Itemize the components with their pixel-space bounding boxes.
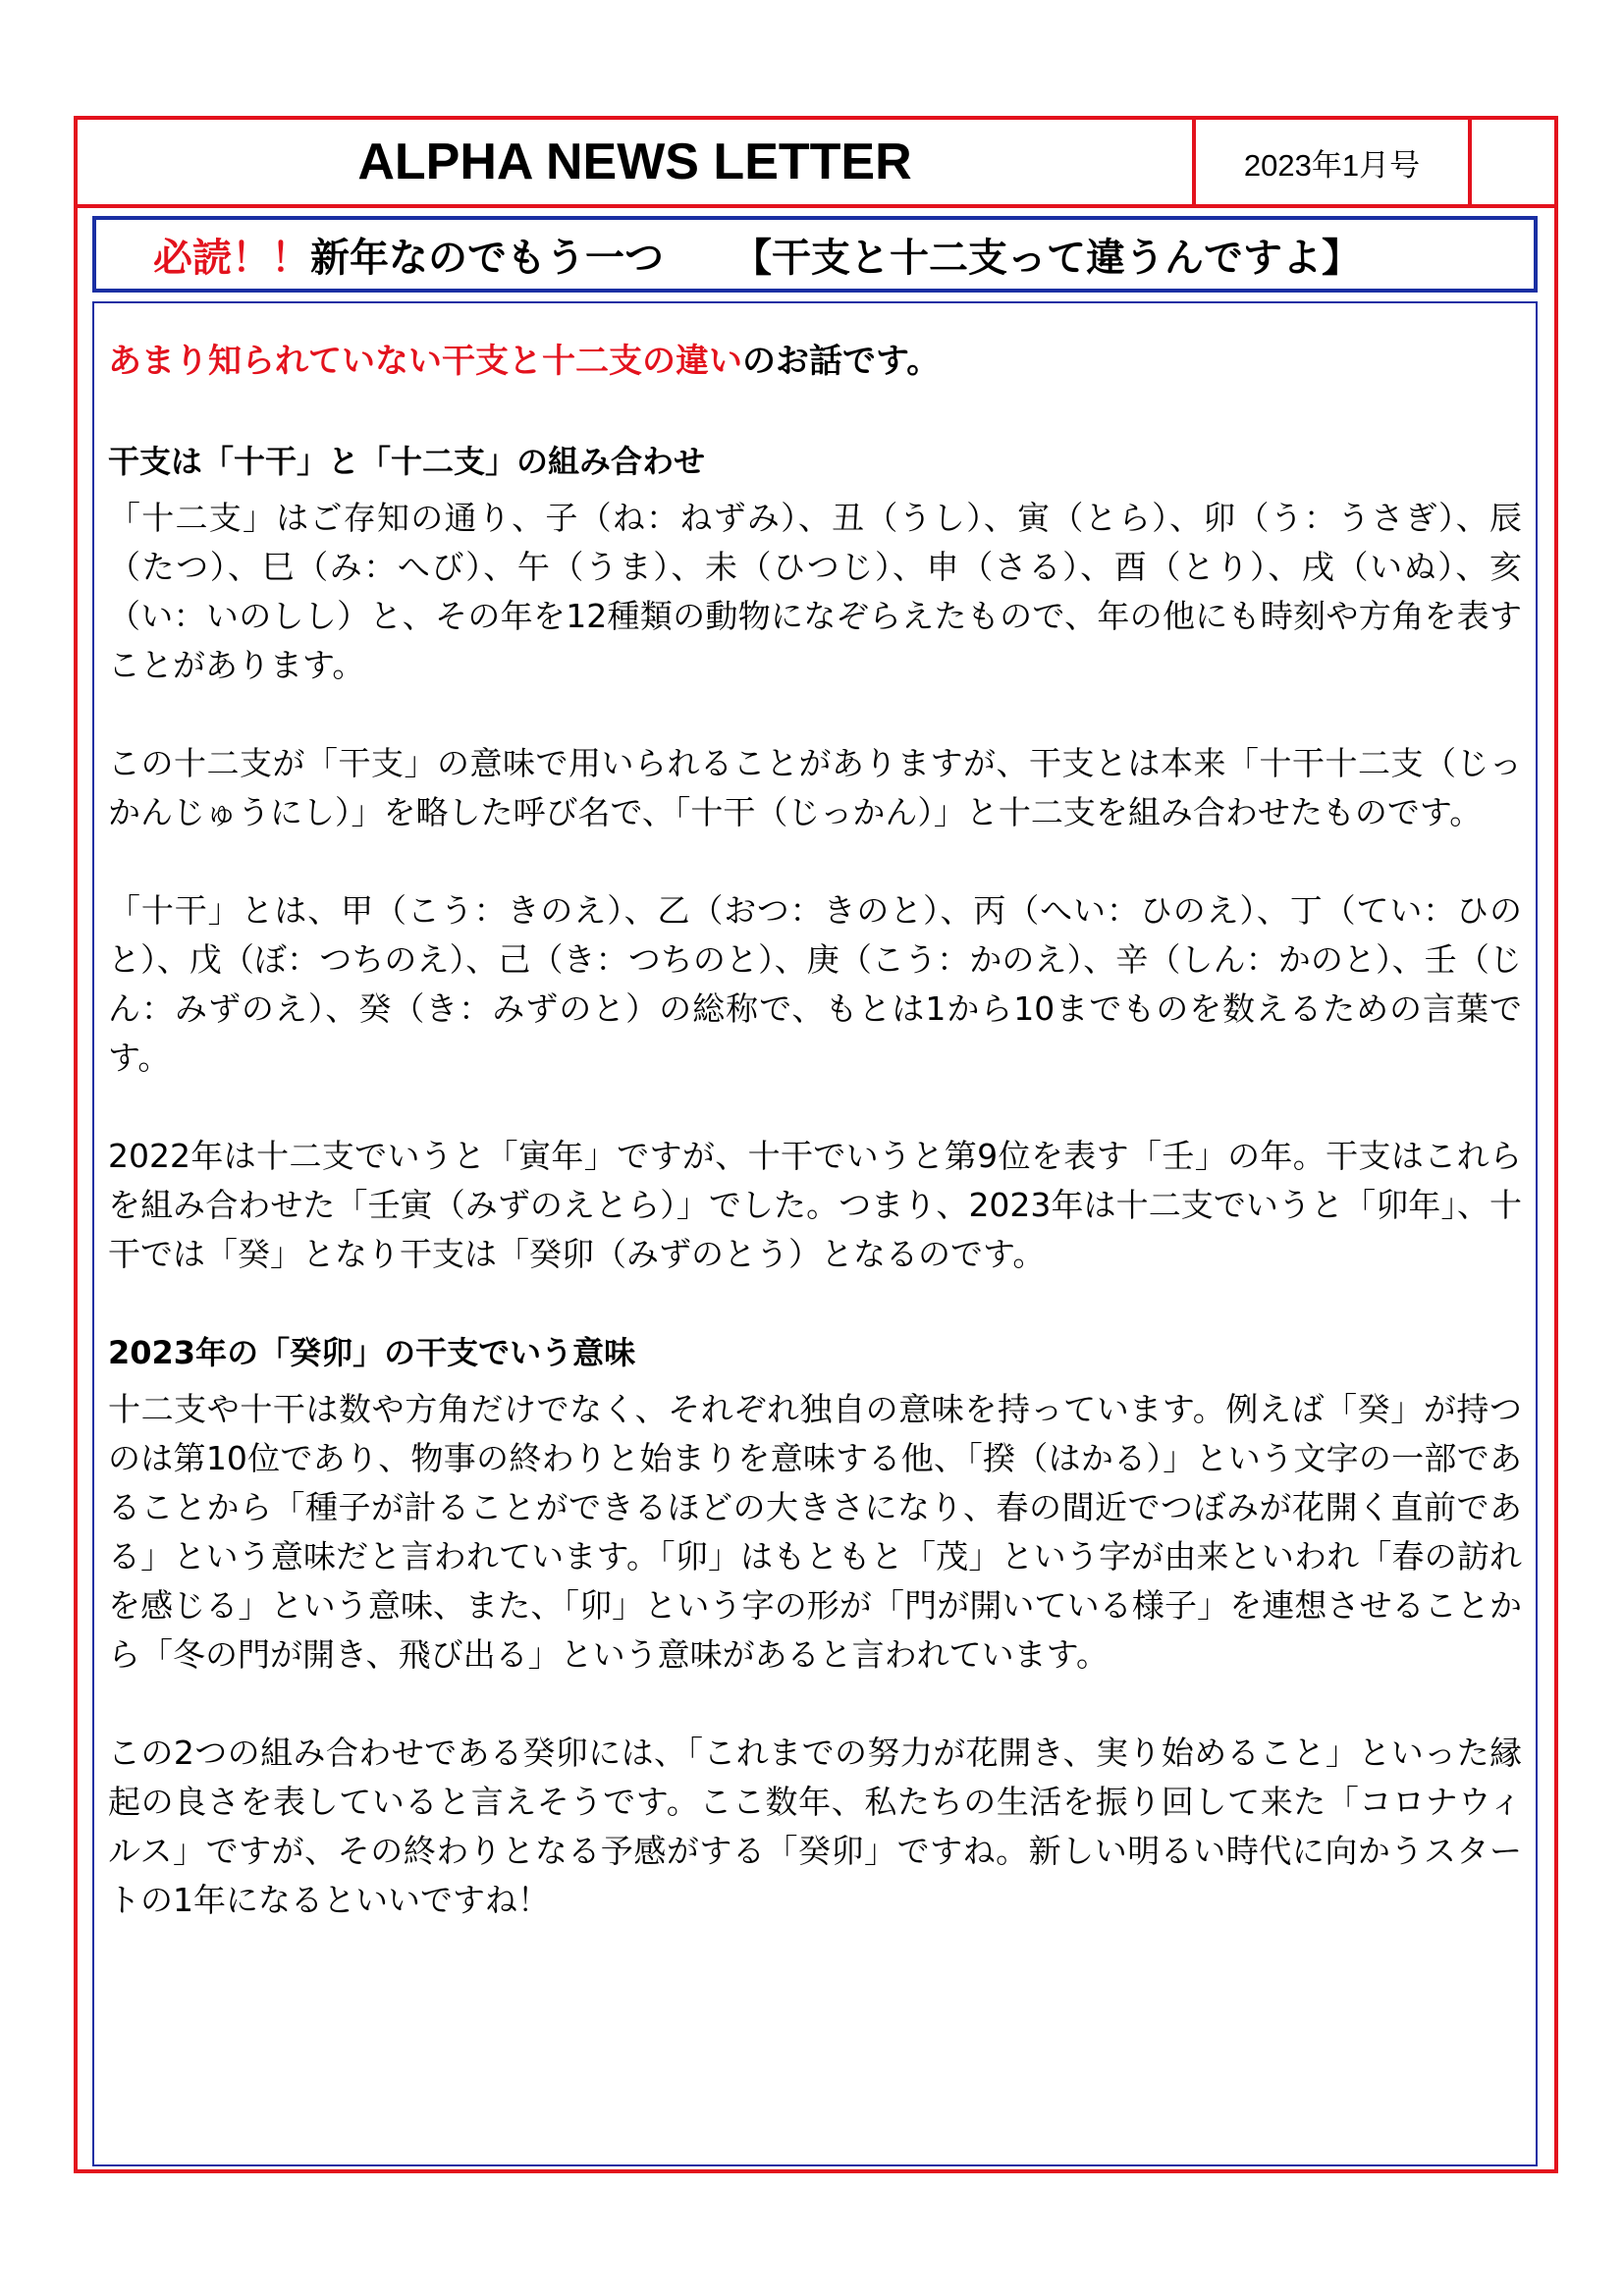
newsletter-header: [78, 120, 1554, 208]
lead-highlight: あまり知られていない干支と十二支の違い: [108, 342, 742, 381]
newsletter-frame: [74, 116, 1558, 2173]
paragraph-3: 「十干」とは、甲（こう：きのえ）、乙（おつ：きのと）、丙（へい：ひのえ）、丁（てい：ひのと）、戊（ぼ：つちのえ）、己（き：つちのと）、庚（こう：かのえ）、辛（しん：かのと）、壬（じん：みずのえ）、癸（き：みずのと）の総称で、もとは1から10までものを数えるための言葉です。: [108, 891, 1522, 1077]
paragraph-1: 「十二支」はご存知の通り、子（ね：ねずみ）、丑（うし）、寅（とら）、卯（う：うさぎ）、辰（たつ）、巳（み：へび）、午（うま）、未（ひつじ）、申（さる）、酉（とり）、戌（いぬ）、亥（い：いのしし）と、その年を12種類の動物になぞらえたもので、年の他にも時刻や方角を表すことがあります。: [108, 499, 1522, 684]
article-banner: [92, 216, 1538, 293]
header-empty-cell: [1472, 120, 1554, 204]
issue-date: 2023年1月号: [1192, 120, 1472, 204]
newsletter-title: ALPHA NEWS LETTER: [357, 133, 912, 190]
section-heading-2: 2023年の「癸卯」の干支でいう意味: [108, 1334, 636, 1371]
article-body: [92, 301, 1538, 2166]
paragraph-2: この十二支が「干支」の意味で用いられることがありますが、干支とは本来「十干十二支（じっかんじゅうにし）」を略した呼び名で、「十干（じっかん）」と十二支を組み合わせたものです。: [108, 744, 1522, 831]
article-lead: [108, 337, 1522, 386]
paragraph-6: この2つの組み合わせである癸卯には、「これまでの努力が花開き、実り始めること」といった縁起の良さを表していると言えそうです。ここ数年、私たちの生活を振り回して来た「コロナウィルス」ですが、その終わりとなる予感がする「癸卯」ですね。新しい明るい時代に向かうスタートの1年になるといいですね！: [108, 1734, 1522, 1919]
paragraph-5: 十二支や十干は数や方角だけでなく、それぞれ独自の意味を持っています。例えば「癸」が持つのは第10位であり、物事の終わりと始まりを意味する他、「揆（はかる）」という文字の一部であることから「種子が計ることができるほどの大きさになり、春の間近でつぼみが花開く直前である」という意味だと言われています。「卯」はもともと「茂」という字が由来といわれ「春の訪れを感じる」という意味、また、「卯」という字の形が「門が開いている様子」を連想させることから「冬の門が開き、飛び出る」という意味があると言われています。: [108, 1390, 1522, 1674]
banner-must-read: 必読！！: [153, 235, 310, 281]
banner-subtitle: 【干支と十二支って違うんですよ】: [732, 235, 1361, 281]
banner-title: 新年なのでもう一つ: [310, 235, 664, 281]
section-heading-1: 干支は「十干」と「十二支」の組み合わせ: [108, 443, 706, 480]
paragraph-4: 2022年は十二支でいうと「寅年」ですが、十干でいうと第9位を表す「壬」の年。干支はこれらを組み合わせた「壬寅（みずのえとら）」でした。つまり、2023年は十二支でいうと「卯年」、十干では「癸」となり干支は「癸卯（みずのとう）となるのです。: [108, 1137, 1522, 1273]
lead-rest: のお話です。: [742, 342, 941, 381]
